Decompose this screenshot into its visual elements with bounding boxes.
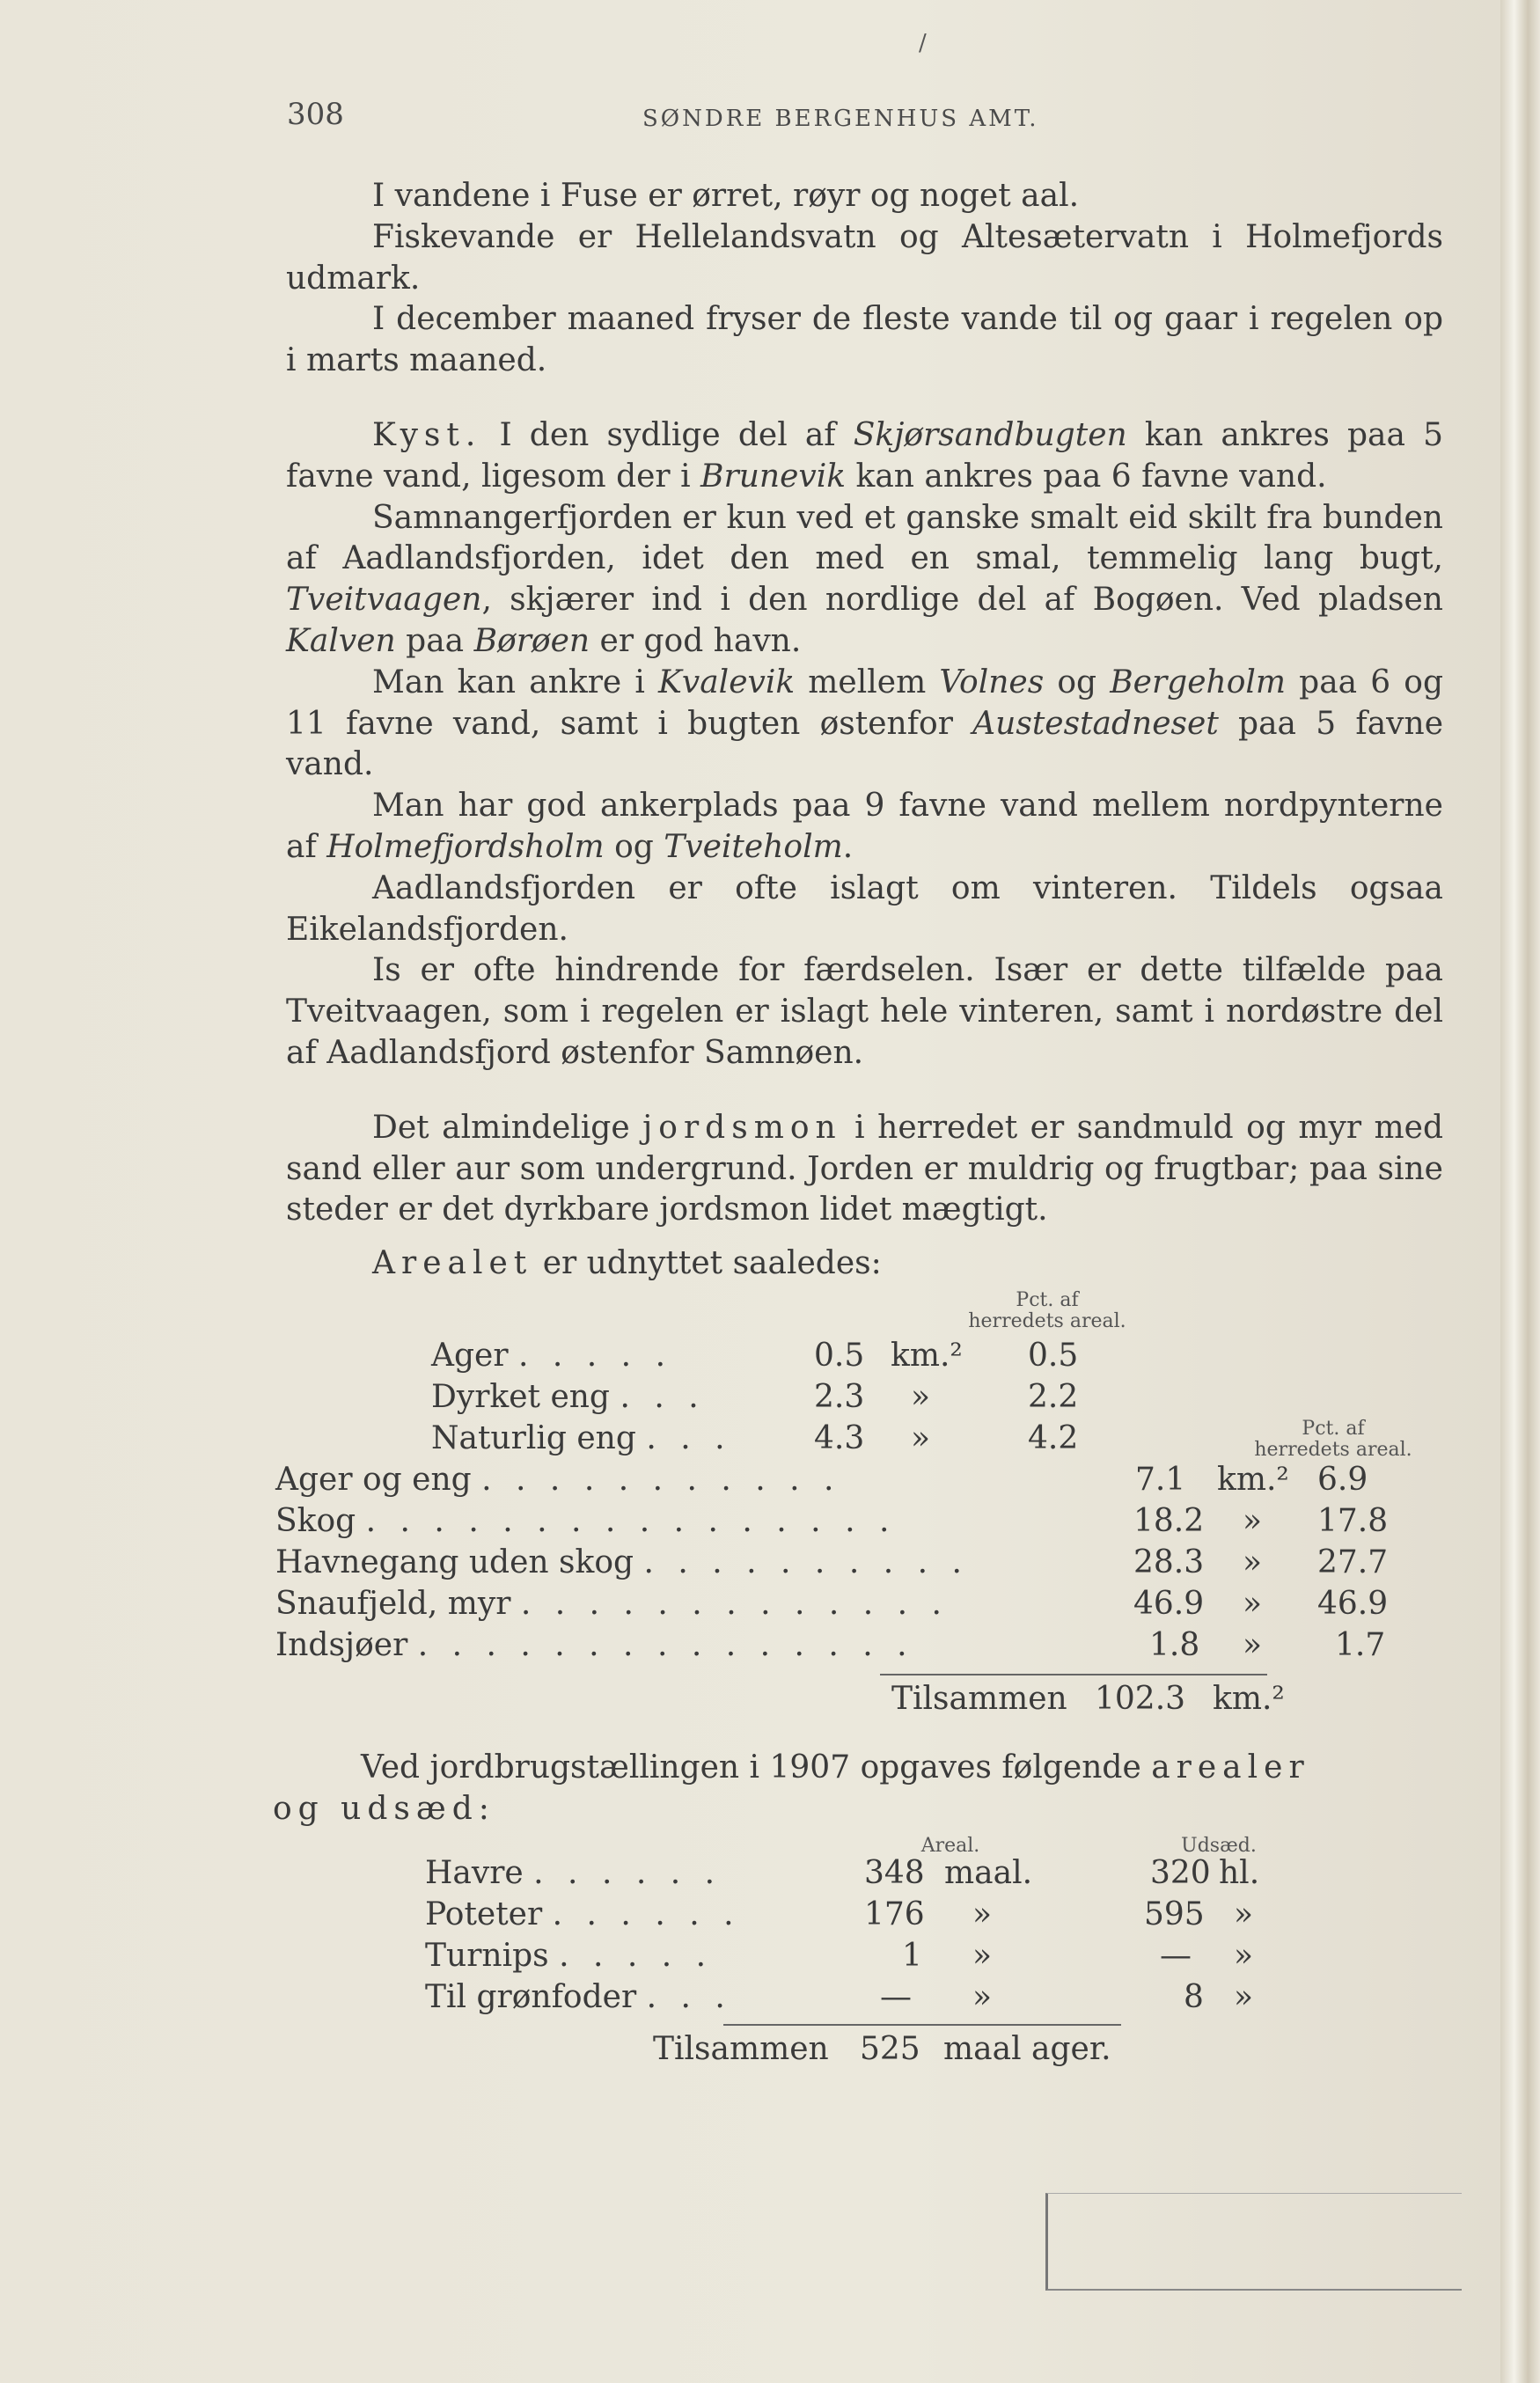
table-cell-pct: 27.7 [1317,1544,1389,1580]
page-mark: / [919,30,927,56]
table-row: Ager og eng . . . . . . . . . . . [275,1462,841,1498]
census-intro-continued: og udsæd: [273,1791,489,1827]
page-number: 308 [287,97,344,132]
table-row: Naturlig eng . . . [431,1420,732,1456]
table-cell-unit: » [1234,1979,1254,2015]
table-cell-unit: maal. [944,1855,1033,1891]
table-row: Ager . . . . . [431,1338,673,1374]
table-cell-udsaed: 320 [1150,1855,1211,1891]
table-cell-unit: » [1243,1503,1263,1539]
table-cell-unit: » [972,1979,993,2015]
paragraph: Fiskevande er Hellelandsvatn og Altesætervatn i Holmefjords udmark. [286,218,1443,297]
table-cell-unit: » [1243,1627,1263,1663]
table-row: Til grønfoder . . . [425,1979,732,2015]
paragraph: I december maaned fryser de fleste vande til og gaar i regelen op i marts maaned. [286,301,1443,379]
running-head: SØNDRE BERGENHUS AMT. [642,106,1039,132]
areal-header: Areal. [920,1835,980,1857]
paragraph: Aadlandsfjorden er ofte islagt om vinteren. Tildels ogsaa Eikelandsfjorden. [286,869,1443,948]
spaced-term: arealer [1151,1749,1310,1785]
spaced-term: og udsæd [273,1791,479,1827]
table-cell-pct: 2.2 [1028,1379,1079,1415]
table-row: Poteter . . . . . . [425,1896,741,1932]
sub-pct-header: Pct. af herredets areal. [968,1289,1126,1332]
spaced-term: jordsmon [642,1109,842,1146]
total-unit: km.² [1213,1681,1285,1717]
table-cell-value: 28.3 [1133,1544,1205,1580]
place-name: Holmefjordsholm [326,828,605,865]
place-name: Brunevik [700,458,847,495]
table-row: Turnips . . . . . [425,1938,714,1974]
table-cell-areal: 1 [902,1938,922,1974]
spaced-term: Arealet [372,1245,533,1282]
paragraph: Det almindelige jordsmon i herredet er sandmuld og myr med sand eller aur som undergrund. Jorden er muldrig og frugtbar; paa sine steder er det dyrkbare jordsmon lidet mægtigt. [286,1109,1443,1228]
place-name: Skjørsandbugten [853,416,1127,453]
table-cell-pct: 1.7 [1335,1627,1386,1663]
table-cell-value: 2.3 [814,1379,865,1415]
paragraph: Arealet er udnyttet saaledes: [372,1245,882,1282]
paragraph: Man har god ankerplads paa 9 favne vand mellem nordpynterne af Holmefjordsholm og Tveiteholm. [286,788,1443,865]
place-name: Børøen [473,622,590,659]
table-cell-unit: » [911,1379,931,1415]
total-value: 102.3 [1095,1681,1186,1717]
paragraph: Is er ofte hindrende for færdselen. Især er dette tilfælde paa Tveitvaagen, som i regelen er islagt hele vinteren, samt i nordøstre del af Aadlandsfjord østenfor Samnøen. [286,952,1443,1071]
table-row: Havre . . . . . . [425,1855,722,1891]
table-cell-unit: » [972,1938,993,1974]
paragraph: Samnangerfjorden er kun ved et ganske smalt eid skilt fra bunden af Aadlandsfjorden, idet den med en smal, temmelig lang bugt, Tveitvaagen, skjærer ind i den nordlige del af Bogøen. Ved pladsen Kalven paa Børøen er god havn. [286,499,1443,659]
table-cell-unit: hl. [1219,1855,1260,1891]
place-name: Volnes [939,664,1045,700]
table-cell-areal: 176 [864,1896,925,1932]
table-cell-pct: 4.2 [1028,1420,1079,1456]
place-name: Tveitvaagen [286,582,482,619]
place-name: Austestadneset [972,705,1219,742]
table-cell-unit: km.² [891,1338,963,1374]
table-cell-unit: » [911,1420,931,1456]
table-row: Havnegang uden skog . . . . . . . . . . [275,1544,969,1580]
place-name: Tveiteholm [664,828,843,865]
table-row: Dyrket eng . . . [431,1379,706,1415]
table-cell-areal: 348 [864,1855,925,1891]
table-cell-pct: 17.8 [1317,1503,1389,1539]
table-cell-value: 0.5 [814,1338,865,1374]
place-name: Kvalevik [657,664,796,700]
table-cell-value: 46.9 [1133,1586,1205,1622]
total-value: 525 [860,2031,920,2067]
total-rule [723,2024,1121,2026]
table-cell-value: 4.3 [814,1420,865,1456]
table-cell-pct: 0.5 [1028,1338,1079,1374]
book-spine [1500,0,1540,2383]
place-name: Bergeholm [1110,664,1287,700]
paragraph: I vandene i Fuse er ørret, røyr og noget aal. [372,178,1080,214]
table-cell-unit: km.² [1217,1462,1289,1498]
census-intro: Ved jordbrugstællingen i 1907 opgaves følgende arealer [361,1749,1310,1785]
table-cell-unit: » [1243,1586,1263,1622]
total-rule [880,1674,1267,1675]
table-cell-value: 1.8 [1149,1627,1200,1663]
table-row: Snaufjeld, myr . . . . . . . . . . . . . [275,1586,949,1622]
udsaed-header: Udsæd. [1181,1835,1257,1857]
place-name: Kalven [286,622,396,659]
table-cell-unit: » [972,1896,993,1932]
total-unit: maal ager. [943,2031,1111,2067]
table-cell-value: 7.1 [1135,1462,1186,1498]
table-cell-udsaed: 8 [1184,1979,1204,2015]
table-cell-pct: 46.9 [1317,1586,1389,1622]
library-stamp-outline [1045,2193,1462,2291]
paragraph: Man kan ankre i Kvalevik mellem Volnes og Bergeholm paa 6 og 11 favne vand, samt i bugten østenfor Austestadneset paa 5 favne vand. [286,664,1443,783]
table-cell-udsaed: 595 [1144,1896,1205,1932]
paragraph: Kyst. I den sydlige del af Skjørsandbugten kan ankres paa 5 favne vand, ligesom der i Brunevik kan ankres paa 6 favne vand. [286,416,1443,495]
table-cell-udsaed: — [1160,1938,1192,1974]
table-cell-unit: » [1234,1896,1254,1932]
table-cell-value: 18.2 [1133,1503,1205,1539]
table-cell-unit: » [1243,1544,1263,1580]
section-lead: Kyst. [372,416,482,453]
table-cell-pct: 6.9 [1317,1462,1368,1498]
total-label: Tilsammen [891,1681,1067,1717]
total-label: Tilsammen [653,2031,829,2067]
table-row: Indsjøer . . . . . . . . . . . . . . . [275,1627,914,1663]
main-pct-header: Pct. af herredets areal. [1254,1418,1412,1461]
table-row: Skog . . . . . . . . . . . . . . . . [275,1503,897,1539]
body-text [286,176,1443,1285]
table-cell-areal: — [880,1979,912,2015]
table-cell-unit: » [1234,1938,1254,1974]
